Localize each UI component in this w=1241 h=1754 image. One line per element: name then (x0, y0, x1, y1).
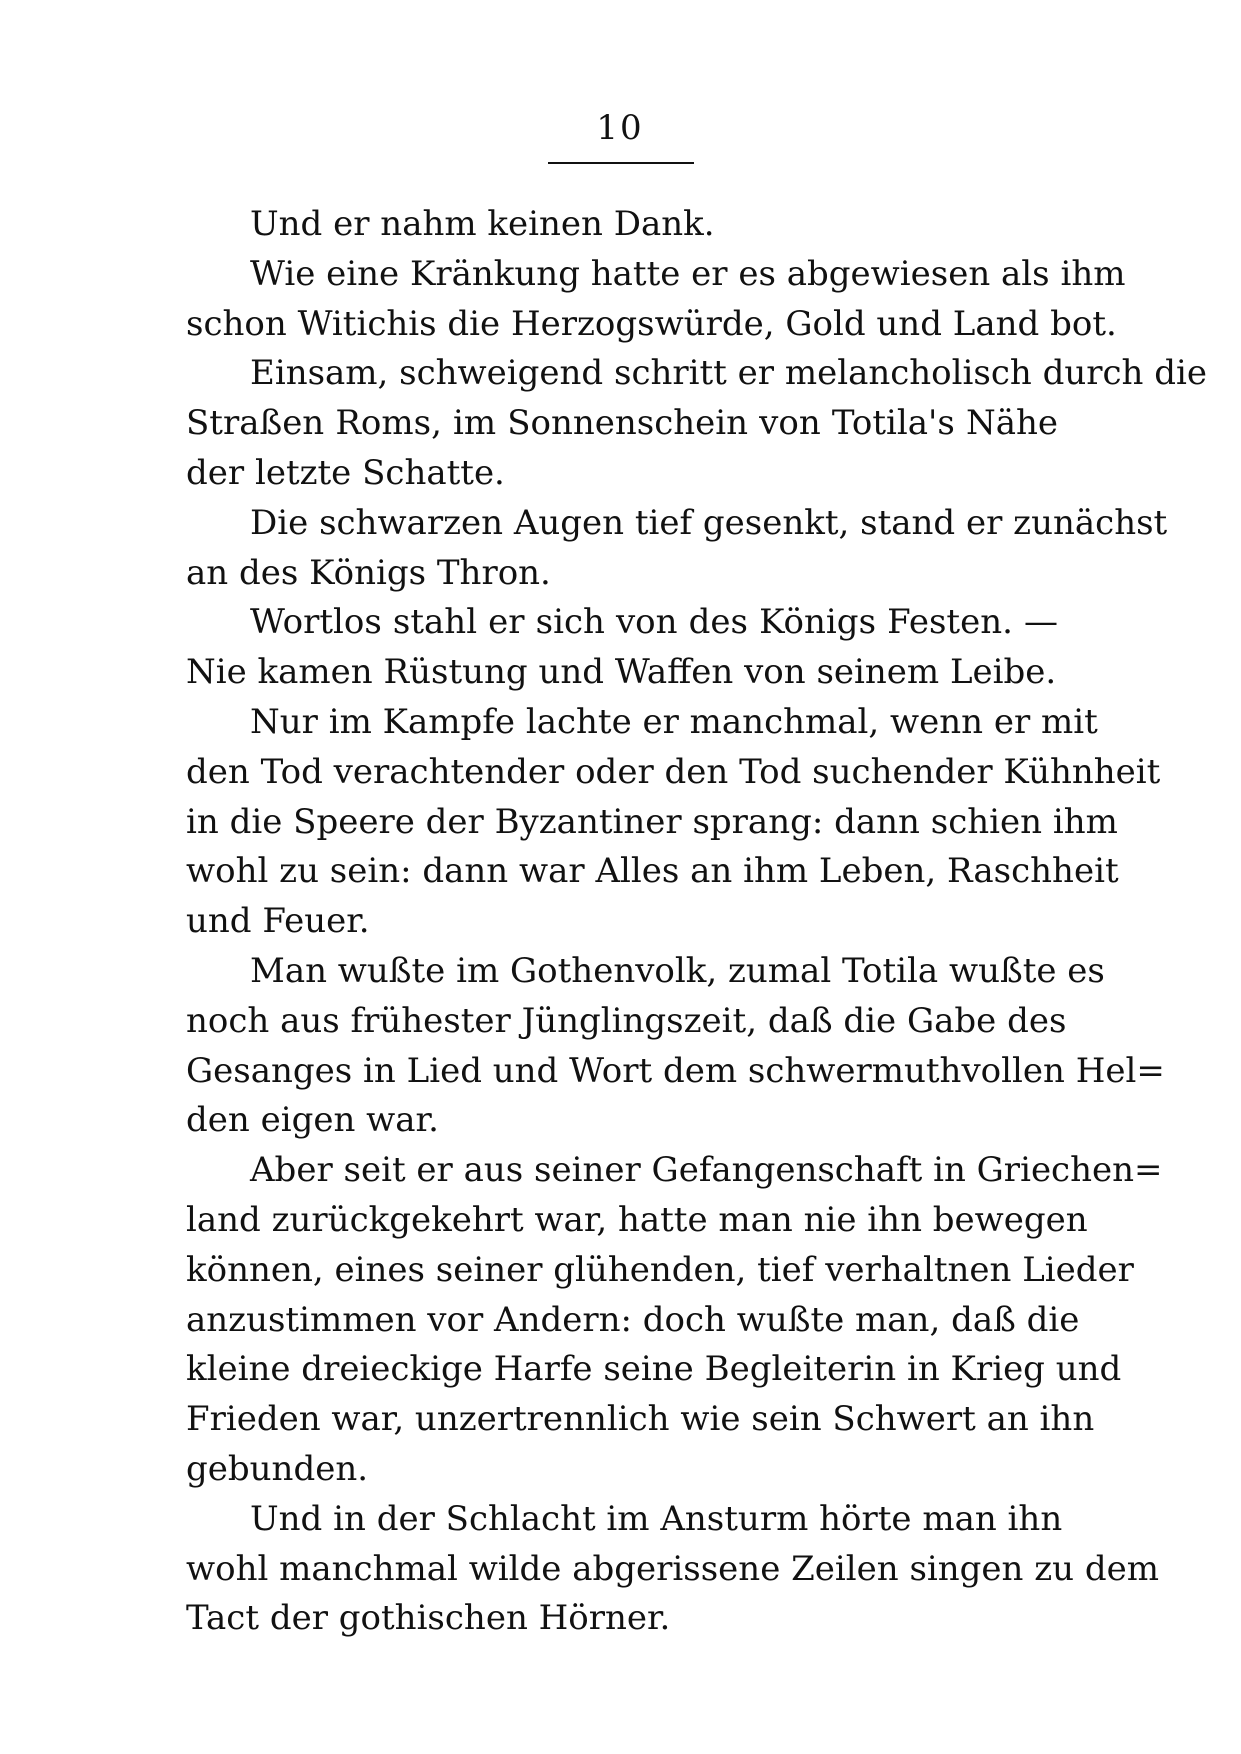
text-line: Wortlos stahl er sich von des Königs Festen. — (250, 602, 1058, 643)
text-line: kleine dreieckige Harfe seine Begleiterin in Krieg und (186, 1349, 1122, 1390)
text-line: den eigen war. (186, 1100, 439, 1141)
text-line: in die Speere der Byzantiner sprang: dann schien ihm (186, 801, 1118, 842)
text-line: Nie kamen Rüstung und Waffen von seinem Leibe. (186, 652, 1057, 693)
text-line: Aber seit er aus seiner Gefangenschaft in Griechen= (250, 1150, 1163, 1191)
text-line: Einsam, schweigend schritt er melancholisch durch die (250, 353, 1208, 394)
text-line: land zurückgekehrt war, hatte man nie ihn bewegen (186, 1199, 1088, 1240)
text-line: gebunden. (186, 1448, 369, 1489)
text-line: wohl manchmal wilde abgerissene Zeilen singen zu dem (186, 1548, 1160, 1589)
text-line: Frieden war, unzertrennlich wie sein Schwert an ihn (186, 1399, 1095, 1440)
text-line: Tact der gothischen Hörner. (186, 1598, 671, 1639)
text-line: Nur im Kampfe lachte er manchmal, wenn er mit (250, 701, 1098, 742)
text-line: wohl zu sein: dann war Alles an ihm Leben, Raschheit (186, 851, 1119, 892)
text-line: Wie eine Kränkung hatte er es abgewiesen als ihm (250, 253, 1126, 294)
text-line: Gesanges in Lied und Wort dem schwermuthvollen Hel= (186, 1050, 1165, 1091)
text-line: an des Königs Thron. (186, 552, 551, 593)
text-line: und Feuer. (186, 901, 370, 942)
text-line: Die schwarzen Augen tief gesenkt, stand er zunächst (250, 502, 1168, 543)
text-line: schon Witichis die Herzogswürde, Gold und Land bot. (186, 303, 1117, 344)
page-number: 10 (596, 108, 644, 148)
text-line: Und er nahm keinen Dank. (250, 204, 715, 244)
text-line: anzustimmen vor Andern: doch wußte man, daß die (186, 1299, 1080, 1340)
text-line: Straßen Roms, im Sonnenschein von Totila's Nähe (186, 403, 1058, 444)
text-line: Und in der Schlacht im Ansturm hörte man ihn (250, 1498, 1063, 1539)
text-line: der letzte Schatte. (186, 452, 505, 493)
body-text (186, 200, 1208, 1644)
page-number-rule (548, 162, 694, 164)
text-line: noch aus frühester Jünglingszeit, daß die Gabe des (186, 1000, 1067, 1041)
text-line: Man wußte im Gothenvolk, zumal Totila wußte es (250, 950, 1105, 991)
text-line: den Tod verachtender oder den Tod suchender Kühnheit (186, 751, 1161, 792)
text-line: können, eines seiner glühenden, tief verhaltnen Lieder (186, 1249, 1134, 1290)
